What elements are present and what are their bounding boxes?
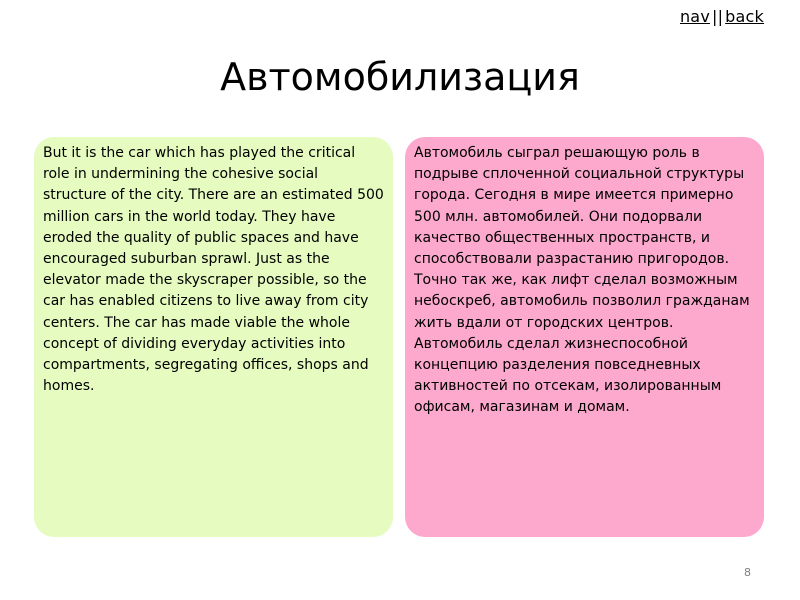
back-link[interactable]: back bbox=[725, 7, 764, 26]
nav-link[interactable]: nav bbox=[679, 7, 710, 26]
top-navigation bbox=[680, 7, 764, 26]
russian-text-card bbox=[405, 137, 764, 537]
english-paragraph: But it is the car which has played the critical role in undermining the cohesive social structure of the city. There are an estimated 500 million cars in the world today. They have eroded the quality of public spaces and have encouraged suburban sprawl. Just as the elevator made the skyscraper possible, so the car has enabled citizens to live away from city centers. The car has made viable the whole concept of dividing everyday activities into compartments, segregating offices, shops and homes. bbox=[43, 145, 384, 395]
english-text-card bbox=[34, 137, 393, 537]
slide-title: Автомобилизация bbox=[220, 55, 580, 99]
russian-paragraph: Автомобиль сыграл решающую роль в подрыве сплоченной социальной структуры города. Сегодня в мире имеется примерно 500 млн. автомобилей. Они подорвали качество общественных пространств, и способствовали разрастанию пригородов. Точно так же, как лифт сделал возможным небоскреб, автомобиль позволил гражданам жить вдали от городских центров. Автомобиль сделал жизнеспособной концепцию разделения повседневных активностей по отсекам, изолированным офисам, магазинам и домам. bbox=[414, 145, 750, 416]
nav-separator: || bbox=[711, 7, 724, 26]
page-number: 8 bbox=[744, 566, 751, 579]
